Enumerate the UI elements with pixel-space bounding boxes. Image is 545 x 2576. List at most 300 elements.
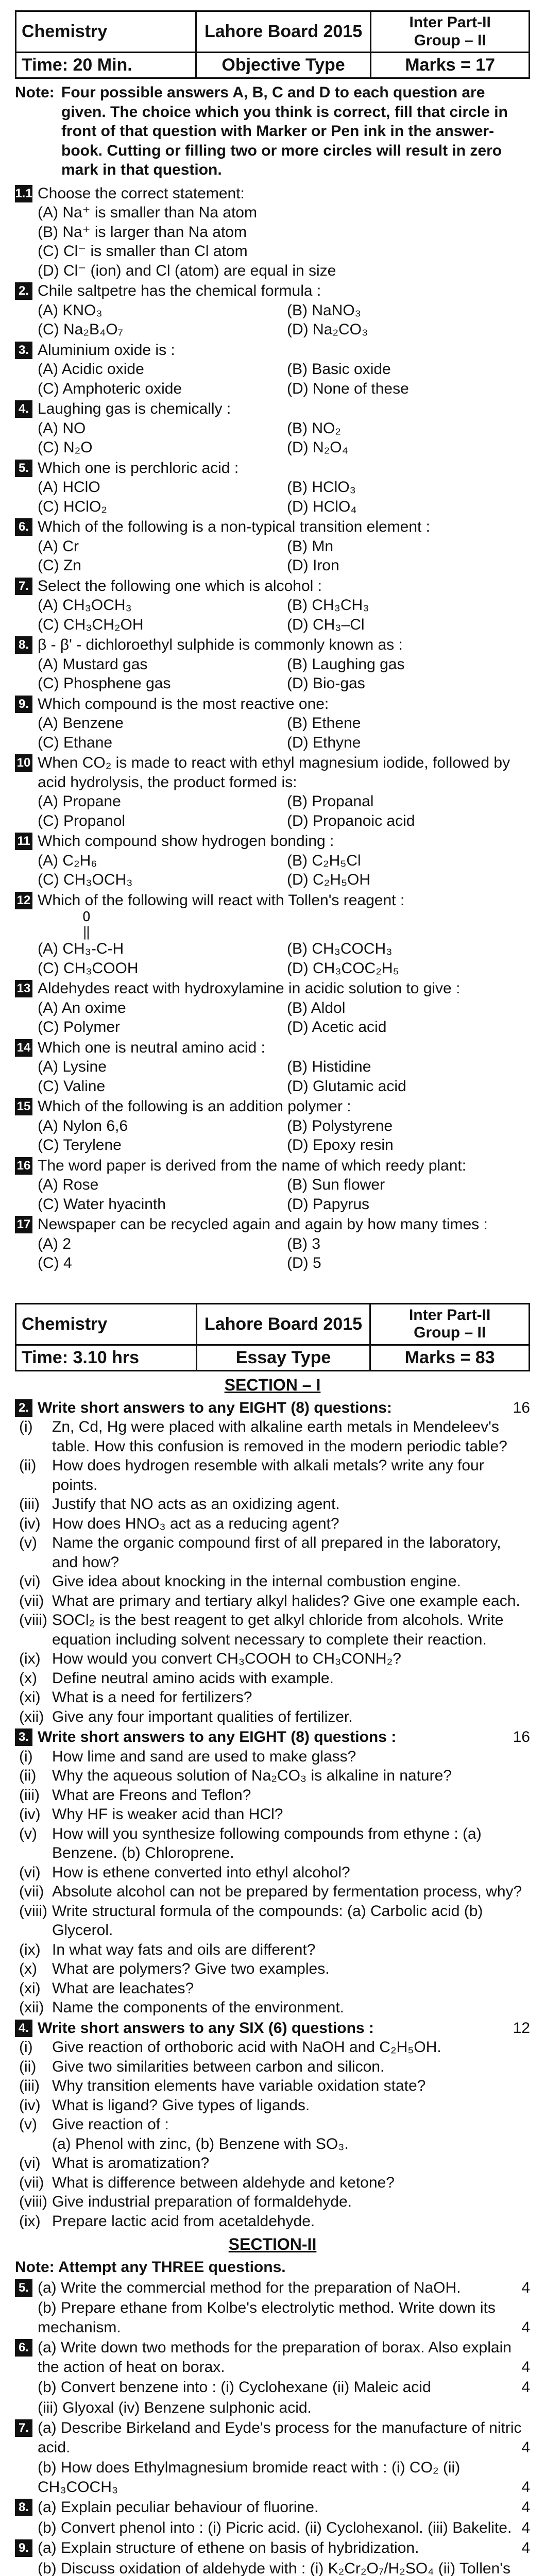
type-cell: Objective Type [196,53,371,78]
question-number: 13 [15,980,32,997]
question-number: 15 [15,1098,32,1115]
question-text [38,2458,530,2497]
sub-question-text: Give two similarities between carbon and silicon. [52,2058,385,2075]
option: (B) NO₂ [287,419,341,437]
option: (A) C₂H₆ [38,852,97,869]
option: (A) An oxime [38,999,126,1016]
option: (D) CH₃–Cl [287,616,365,633]
question-text: Which of the following will react with Tollen's reagent : [38,891,405,909]
sub-question [19,1959,530,1979]
question-number: 14 [15,1039,32,1057]
long-question [15,2338,530,2377]
marks: 4 [521,2279,530,2296]
option: (A) CH₃-C-H [38,940,124,958]
text: (b) Convert phenol into : (i) Picric acid. (ii) Cyclohexanol. (iii) Bakelite. [38,2519,512,2536]
marks-cell: Marks = 17 [371,53,530,78]
question-body [38,184,530,281]
sub-question [19,1456,530,1495]
question-number: 2. [15,1399,32,1417]
question-body [38,694,530,753]
sub-question [19,2115,530,2134]
sub-question [19,1514,530,1534]
heading-text: Write short answers to any EIGHT (8) questions: [38,1399,392,1416]
option: (C) Amphoteric oxide [38,380,182,397]
question-heading-text [38,1727,530,1747]
roman-numeral: (viii) [19,2193,47,2211]
question-heading [15,1398,530,1418]
text: (a) Describe Birkeland and Eyde's process for the manufacture of nitric acid. [38,2419,522,2456]
marks: 16 [513,1399,530,1416]
option: (C) CH₃COOH [38,959,139,977]
sub-question [19,2134,530,2154]
option-list [38,1057,530,1096]
question-text [38,2538,530,2558]
option: (B) Histidine [287,1058,371,1076]
question-text [38,2498,530,2517]
option: (D) CH₃COC₂H₅ [287,959,399,977]
text: (b) Convert benzene into : (i) Cyclohexane (ii) Maleic acid [38,2379,431,2396]
question-body [38,832,530,890]
mcq-question [15,1215,530,1273]
question-text: Newspaper can be recycled again and again by how many times : [38,1216,488,1233]
long-question [15,2498,530,2517]
mcq-question [15,399,530,457]
question-text [38,2378,530,2397]
objective-header [15,10,530,79]
mcq-question [15,184,530,281]
heading-text: Write short answers to any SIX (6) questions : [38,2019,374,2037]
sub-question [19,1707,530,1727]
roman-numeral: (viii) [19,1612,47,1629]
mcq-question [15,341,530,399]
option-list [38,537,530,575]
question-body [38,459,530,517]
question-text: Which compound is the most reactive one: [38,695,329,713]
question-text: Choose the correct statement: [38,184,245,202]
question-number: 4. [15,400,32,418]
option: (B) Na⁺ is larger than Na atom [38,223,247,241]
sub-question-text: Give idea about knocking in the internal combustion engine. [52,1573,461,1590]
option: (A) Lysine [38,1058,107,1076]
sub-question [19,1572,530,1591]
roman-numeral: (i) [19,1418,33,1436]
question-body [38,1097,530,1155]
option: (C) Terylene [38,1137,122,1154]
note-label: Note: [15,84,55,101]
option-list [38,419,530,457]
option: (B) Mn [287,537,333,555]
option: (D) Iron [287,557,339,574]
option: (A) Na⁺ is smaller than Na atom [38,204,257,222]
option: (B) Laughing gas [287,655,405,673]
text: (a) Write down two methods for the preparation of borax. Also explain the action of heat on borax. [38,2339,512,2376]
question-text: Laughing gas is chemically : [38,400,231,418]
roman-numeral: (iii) [19,2077,40,2095]
text: (b) Prepare ethane from Kolbe's electrolytic method. Write down its mechanism. [38,2299,496,2336]
option: (C) Zn [38,557,81,574]
sub-question [19,2038,530,2057]
sub-question-text: In what way fats and oils are different? [52,1941,316,1958]
question-text: Aldehydes react with hydroxylamine in acidic solution to give : [38,980,461,997]
option: (C) Phosphene gas [38,675,171,692]
option: (C) N₂O [38,439,93,456]
sub-question-text: (a) Phenol with zinc, (b) Benzene with SO₃. [52,2135,349,2153]
question-heading [15,2019,530,2038]
question-number: 12 [15,892,32,909]
group-label: Group – II [414,31,486,49]
option: (B) HClO₃ [287,479,356,496]
sub-question-text: Give reaction of : [52,2116,169,2133]
note-text: Four possible answers A, B, C and D to each question are given. The choice which you think is correct, fill that circle in front of that question with Marker or Pen ink in the answer-book. Cutting or filling two or more circles will result in zero mark in that question. [61,84,508,179]
marks: 4 [521,2499,530,2516]
question-number: 7. [15,2419,32,2437]
sub-question [19,1495,530,1514]
option: (A) Benzene [38,715,124,732]
sub-question-text: SOCl₂ is the best reagent to get alkyl chloride from alcohols. Write equation including solvent necessary to complete their reaction. [52,1612,504,1648]
section-2-title: SECTION-II [228,2235,317,2254]
option: (B) CH₃CH₃ [287,597,369,614]
sub-question [19,1902,530,1940]
option: (C) Na₂B₄O₇ [38,321,123,338]
option: (B) Aldol [287,999,346,1016]
sub-question-text: What are primary and tertiary alkyl halides? Give one example each. [52,1592,520,1609]
option: (C) Polymer [38,1019,121,1036]
roman-numeral: (iv) [19,2096,41,2114]
mcq-question [15,1097,530,1155]
question-heading-text [38,1398,530,1418]
roman-numeral: (xi) [19,1689,41,1706]
question-2 [15,1398,530,1727]
option: (A) Nylon 6,6 [38,1117,128,1134]
option-list [38,1175,530,1214]
sub-question [19,1766,530,1786]
section-1-title: SECTION – I [224,1375,321,1394]
question-text: β - β' - dichloroethyl sulphide is commonly known as : [38,636,403,654]
option: (D) Papyrus [287,1195,370,1213]
text: (iii) Glyoxal (iv) Benzene sulphonic acid. [38,2399,312,2416]
question-number: 3. [15,1728,32,1746]
option-list [38,1234,530,1273]
question-body [38,979,530,1037]
mcq-question [15,517,530,575]
option-list [38,360,530,398]
sub-question [19,2154,530,2173]
question-text [38,2418,530,2457]
option: (D) 5 [287,1255,321,1272]
option: (C) Ethane [38,734,113,751]
option: (B) 3 [287,1235,321,1252]
roman-numeral: (x) [19,1960,37,1978]
sub-question-text: How does hydrogen resemble with alkali metals? write any four points. [52,1457,484,1494]
option: (A) KNO₃ [38,301,103,319]
marks: 4 [521,2379,530,2396]
question-3 [15,1727,530,2018]
question-text: Which one is perchloric acid : [38,459,239,477]
board-cell: Lahore Board 2015 [196,11,371,53]
question-text: Which of the following is an addition polymer : [38,1098,351,1115]
roman-numeral: (viii) [19,1902,47,1920]
part-label: Inter Part-II [408,1306,491,1324]
mcq-question [15,891,530,978]
roman-numeral: (i) [19,2039,33,2056]
option: (C) CH₃CH₂OH [38,616,144,633]
mcq-question [15,1156,530,1214]
sub-question-text: How is ethene converted into ethyl alcohol? [52,1863,350,1881]
mcq-question [15,577,530,635]
long-question [15,2278,530,2298]
option: (D) Cl⁻ (ion) and Cl (atom) are equal in size [38,262,336,279]
roman-numeral: (ix) [19,1941,41,1958]
board-cell: Lahore Board 2015 [196,1303,370,1345]
sub-question-text: Name the components of the environment. [52,1999,344,2016]
question-number: 17 [15,1216,32,1233]
option: (D) N₂O₄ [287,439,348,456]
question-text [38,2298,530,2337]
part-cell [370,1303,530,1345]
sub-question-text: What is difference between aldehyde and ketone? [52,2174,395,2191]
section-1 [15,1375,530,2576]
marks: 4 [521,2358,530,2376]
roman-numeral: (iii) [19,1786,40,1804]
sub-question-text: Give reaction of orthoboric acid with NaOH and C₂H₅OH. [52,2039,441,2056]
sub-question-text: Absolute alcohol can not be prepared by fermentation process, why? [52,1883,522,1901]
mcq-list [15,184,530,1273]
question-heading-text [38,2019,530,2038]
question-number: 11 [15,833,32,850]
objective-note [15,83,530,180]
option: (D) Acetic acid [287,1019,387,1036]
marks: 4 [521,2478,530,2496]
sub-question-text: How would you convert CH₃COOH to CH₃CONH₂? [52,1650,401,1668]
sub-question [19,1747,530,1767]
sub-question [19,1649,530,1669]
option-list [38,792,530,831]
question-body [38,517,530,575]
section-2-note: Note: Attempt any THREE questions. [15,2259,286,2276]
question-body [38,399,530,457]
sub-question [19,2212,530,2231]
group-label: Group – II [414,1324,486,1342]
sub-question-text: Zn, Cd, Hg were placed with alkaline earth metals in Mendeleev's table. How this confusion is removed in the modern periodic table? [52,1418,507,1455]
question-body [38,635,530,693]
text: (a) Write the commercial method for the preparation of NaOH. [38,2279,461,2296]
question-text: Which of the following is a non-typical transition element : [38,518,431,536]
subject-cell: Chemistry [16,1303,197,1345]
sub-question [19,1591,530,1611]
question-number: 7. [15,578,32,595]
option-list [38,998,530,1037]
option: (B) NaNO₃ [287,301,361,319]
question-body [38,341,530,399]
option-list [38,655,530,693]
option: (B) Basic oxide [287,361,391,378]
question-body [38,577,530,635]
time-cell: Time: 20 Min. [16,53,196,78]
sub-question-text: What are Freons and Teflon? [52,1786,251,1804]
sub-question [19,1533,530,1572]
question-number: 8. [15,2499,32,2516]
option: (D) Epoxy resin [287,1137,394,1154]
type-cell: Essay Type [196,1345,370,1370]
question-number: 6. [15,518,32,536]
sub-question-text: Give any four important qualities of fertilizer. [52,1708,353,1725]
mcq-question [15,635,530,693]
marks: 4 [521,2438,530,2456]
sub-question-text: What are polymers? Give two examples. [52,1960,330,1978]
mcq-question [15,753,530,831]
mcq-question [15,1038,530,1096]
marks-cell: Marks = 83 [370,1345,530,1370]
mcq-question [15,459,530,517]
question-number: 5. [15,2279,32,2297]
mcq-question [15,832,530,890]
question-body [38,1215,530,1273]
roman-numeral [19,2134,52,2154]
sub-question [19,1688,530,1707]
sub-question [19,1786,530,1805]
long-question [15,2559,530,2576]
question-text: Aluminium oxide is : [38,341,175,359]
question-number: 6. [15,2339,32,2357]
option: (C) Valine [38,1077,106,1095]
option: (D) Bio-gas [287,675,365,692]
sub-question [19,2173,530,2193]
heading-text: Write short answers to any EIGHT (8) questions : [38,1728,397,1746]
sub-question [19,1824,530,1863]
part-cell [371,11,530,53]
roman-numeral: (i) [19,1748,33,1765]
mcq-question [15,694,530,753]
text: (a) Explain structure of ethene on basis of hybridization. [38,2539,419,2557]
option: (B) Propanal [287,793,374,810]
sub-question-text: How does HNO₃ act as a reducing agent? [52,1515,339,1532]
question-text: Chile saltpetre has the chemical formula : [38,282,321,300]
sub-question-text: What is ligand? Give types of ligands. [52,2096,310,2114]
long-question [15,2518,530,2538]
sub-question-text: Why HF is weaker acid than HCl? [52,1806,283,1823]
sub-question [19,1805,530,1824]
long-question [15,2418,530,2457]
sub-question-text: Give industrial preparation of formaldehyde. [52,2193,352,2211]
marks: 4 [521,2539,530,2557]
roman-numeral: (x) [19,1669,37,1687]
roman-numeral: (xii) [19,1999,44,2016]
question-number: 5. [15,460,32,477]
option-list [38,203,530,280]
question-number: 16 [15,1157,32,1175]
roman-numeral: (ii) [19,1767,37,1785]
question-heading [15,1727,530,1747]
sub-question [19,2192,530,2212]
question-body [38,1156,530,1214]
option: (A) Cr [38,537,79,555]
option: (C) HClO₂ [38,498,107,515]
text: (b) Discuss oxidation of aldehyde with : (i) K₂Cr₂O₇/H₂SO₄ (ii) Tollen's [38,2560,510,2576]
option: (B) CH₃COCH₃ [287,940,393,958]
long-question [15,2538,530,2558]
sub-question [19,1882,530,1902]
question-number: 2. [15,282,32,300]
mcq-question [15,281,530,340]
long-question [15,2378,530,2397]
option: (D) None of these [287,380,409,397]
question-number: 10 [15,754,32,772]
sub-question-text: What is aromatization? [52,2155,210,2172]
roman-numeral: (vi) [19,2155,41,2172]
option: (C) Cl⁻ is smaller than Cl atom [38,243,248,260]
sub-question [19,2057,530,2077]
text: (b) How does Ethylmagnesium bromide react with : (i) CO₂ (ii) CH₃COCH₃ [38,2459,461,2496]
question-number: 9. [15,2539,32,2557]
question-body [38,753,530,831]
roman-numeral: (ix) [19,2212,41,2230]
sub-question [19,2096,530,2115]
option-list [38,301,530,340]
option: (D) Propanoic acid [287,812,415,829]
marks: 12 [513,2019,530,2037]
roman-numeral: (ix) [19,1650,41,1668]
sub-question-text: Why transition elements have variable oxidation state? [52,2077,426,2095]
long-question [15,2298,530,2337]
roman-numeral: (xii) [19,1708,44,1725]
option: (A) HClO [38,479,100,496]
question-body [38,1038,530,1096]
sub-question-text: How will you synthesize following compounds from ethyne : (a) Benzene. (b) Chloroprene. [52,1825,482,1862]
long-questions [15,2278,530,2576]
marks: 4 [521,2318,530,2336]
question-text: Select the following one which is alcohol : [38,577,322,595]
roman-numeral: (vii) [19,1883,44,1901]
roman-numeral: (iv) [19,1515,41,1532]
option: (C) Propanol [38,812,126,829]
option: (B) Polystyrene [287,1117,393,1134]
marks: 16 [513,1728,530,1746]
option-list [38,851,530,890]
option: (D) Na₂CO₃ [287,321,368,338]
roman-numeral: (xi) [19,1979,41,1997]
option: (B) Sun flower [287,1176,385,1194]
roman-numeral: (iii) [19,1496,40,1513]
option: (A) Mustard gas [38,655,148,673]
question-text [38,2278,530,2298]
option: (A) Acidic oxide [38,361,144,378]
roman-numeral: (vii) [19,1592,44,1609]
essay-header [15,1303,530,1371]
text: (a) Explain peculiar behaviour of fluorine. [38,2499,319,2516]
question-body [38,891,530,978]
option: (D) HClO₄ [287,498,357,515]
sub-question-text: Prepare lactic acid from acetaldehyde. [52,2212,315,2230]
question-text [38,2518,530,2538]
question-number: 4. [15,2020,32,2037]
option: (A) Propane [38,793,121,810]
subject-cell: Chemistry [16,11,196,53]
option: (C) 4 [38,1255,72,1272]
long-question [15,2398,530,2418]
sub-question-text: Why the aqueous solution of Na₂CO₃ is alkaline in nature? [52,1767,452,1785]
option: (C) Water hyacinth [38,1195,166,1213]
option-list [38,478,530,516]
option: (D) Ethyne [287,734,361,751]
sub-question [19,1611,530,1649]
question-text: Which one is neutral amino acid : [38,1039,265,1056]
mcq-question [15,979,530,1037]
roman-numeral: (ii) [19,2058,37,2075]
sub-question [19,1998,530,2018]
question-number: 3. [15,342,32,359]
option: (A) Rose [38,1176,99,1194]
option: (A) CH₃OCH₃ [38,597,132,614]
